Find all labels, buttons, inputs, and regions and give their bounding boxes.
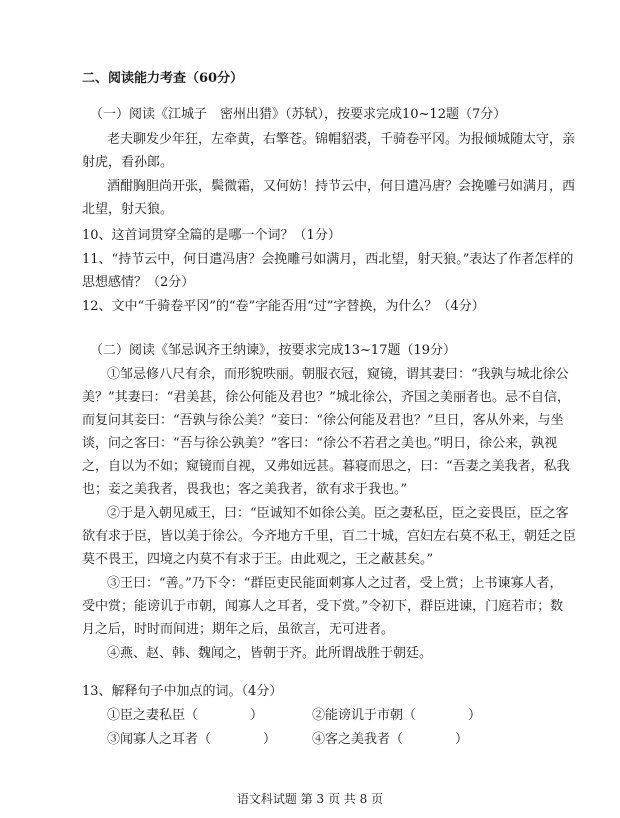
question-13-title: 13、解释句子中加点的词。（4分） xyxy=(82,684,283,699)
poem-line: 射虎，看孙郎。 xyxy=(82,155,174,170)
question-13-item: ②能谤讥于市朝（ ） xyxy=(312,708,482,723)
section-title: 二、阅读能力考查（60分） xyxy=(82,71,244,86)
question-11: 11、“持节云中，何日遣冯唐？会挽雕弓如满月，西北望，射天狼。”表达了作者怎样的 xyxy=(82,252,574,267)
passage-line: ②于是入朝见威王，曰：“臣诚知不如徐公美。臣之妻私臣，臣之妾畏臣，臣之客 xyxy=(107,506,569,521)
passage-line: 受中赏；能谤讥于市朝，闻寡人之耳者，受下赏。”令初下，群臣进谏，门庭若市；数 xyxy=(82,599,564,614)
poem-line: 老夫聊发少年狂，左牵黄，右擎苍。锦帽貂裘，千骑卷平冈。为报倾城随太守，亲 xyxy=(107,132,576,147)
question-12: 12、文中“千骑卷平冈”的“卷”字能否用“过”字替换，为什么？（4分） xyxy=(82,299,485,314)
passage-line: ①邹忌修八尺有余，而形貌昳丽。朝服衣冠，窥镜，谓其妻曰：“我孰与城北徐公 xyxy=(107,367,569,382)
question-11-cont: 思想感情？（2分） xyxy=(82,275,195,290)
passage-line: 月之后，时时而间进；期年之后，虽欲言，无可进者。 xyxy=(82,622,395,637)
question-13-item: ③闻寡人之耳者（ ） xyxy=(107,732,277,747)
poem-line: 酒酣胸胆尚开张，鬓微霜，又何妨！持节云中，何日遣冯唐？会挽雕弓如满月，西 xyxy=(107,179,576,194)
passage-line: ③王曰：“善。”乃下令：“群臣吏民能面刺寡人之过者，受上赏；上书谏寡人者， xyxy=(107,576,563,591)
question-13-item: ④客之美我者（ ） xyxy=(312,732,469,747)
passage-line: 之，自以为不如；窥镜而自视，又弗如远甚。暮寝而思之，曰：“吾妻之美我者，私我 xyxy=(82,459,570,474)
part1-heading: （一）阅读《江城子 密州出猎》（苏轼），按要求完成10~12题（7分） xyxy=(90,107,507,122)
passage-line: 莫不畏王，四境之内莫不有求于王。由此观之，王之蔽甚矣。” xyxy=(82,552,434,567)
passage-line: 欲有求于臣，皆以美于徐公。今齐地方千里，百二十城，宫妇左右莫不私王，朝廷之臣 xyxy=(82,529,577,544)
question-13-item: ①臣之妻私臣（ ） xyxy=(107,708,264,723)
page-footer: 语文科试题 第 3 页 共 8 页 xyxy=(236,792,384,806)
part2-heading: （二）阅读《邹忌讽齐王纳谏》，按要求完成13~17题（19分） xyxy=(90,343,457,358)
passage-line: 也；妾之美我者，畏我也；客之美我者，欲有求于我也。” xyxy=(82,482,408,497)
poem-line: 北望，射天狼。 xyxy=(82,202,174,217)
passage-line: ④燕、赵、韩、魏闻之，皆朝于齐。此所谓战胜于朝廷。 xyxy=(107,646,433,661)
passage-line: 而复问其妾曰：“吾孰与徐公美？”妾曰：“徐公何能及君也？”旦日，客从外来，与坐 xyxy=(82,413,564,428)
passage-line: 谈，问之客曰：“吾与徐公孰美？”客曰：“徐公不若君之美也。”明日，徐公来，孰视 xyxy=(82,436,558,451)
question-10: 10、这首词贯穿全篇的是哪一个词？（1分） xyxy=(82,228,341,243)
passage-line: 美？”其妻曰：“君美甚，徐公何能及君也？”城北徐公，齐国之美丽者也。忌不自信， xyxy=(82,390,570,405)
